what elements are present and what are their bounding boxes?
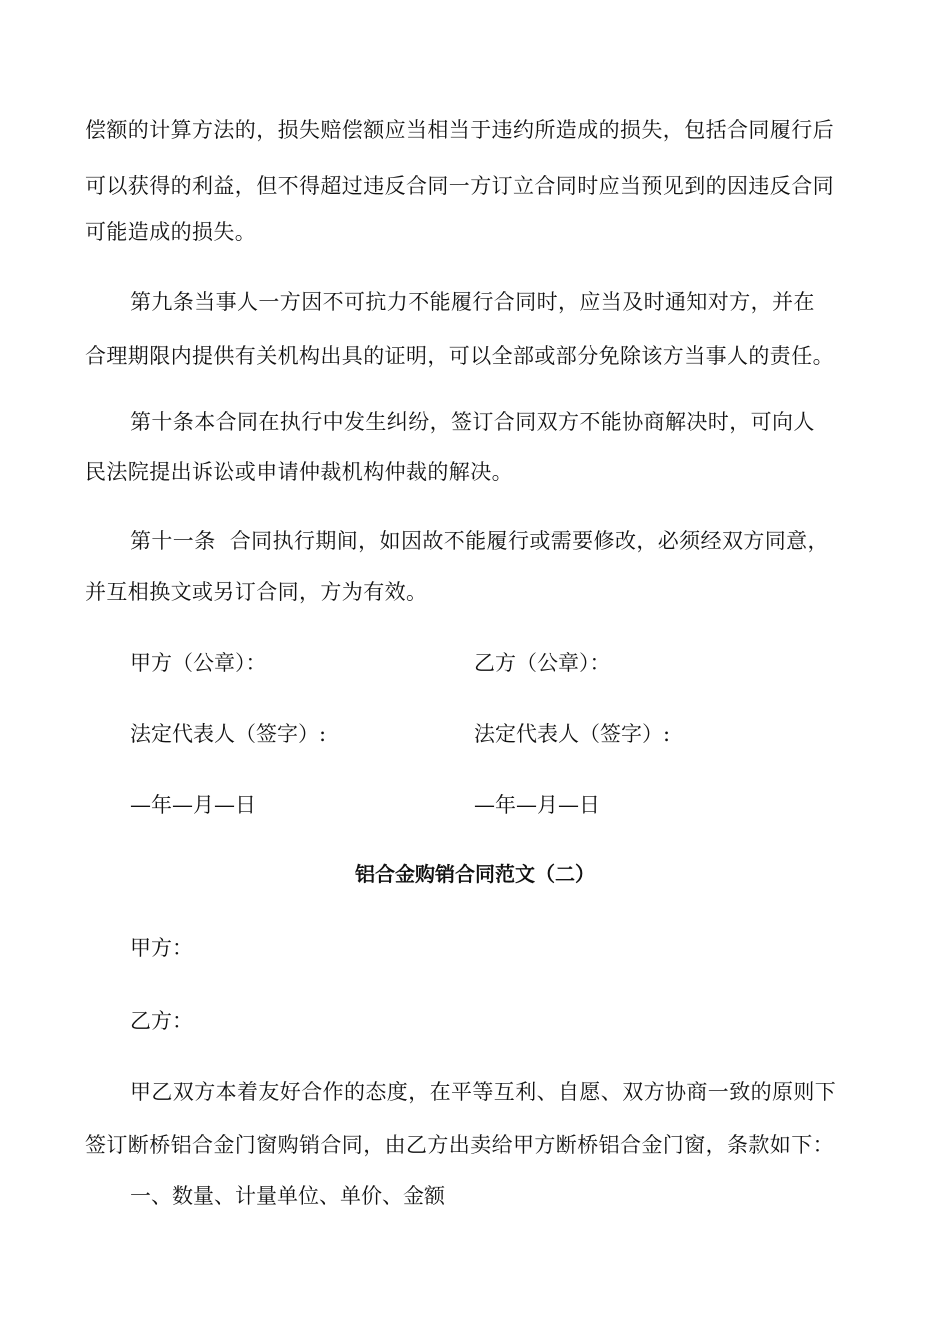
party-b-seal-label: 乙方（公章）：: [474, 651, 611, 675]
text-line: 签订断桥铝合金门窗购销合同，由乙方出卖给甲方断桥铝合金门窗，条款如下：: [85, 1133, 834, 1157]
text-line: 可以获得的利益，但不得超过违反合同一方订立合同时应当预见到的因违反合同: [85, 174, 834, 198]
section-title: 铝合金购销合同范文（二）: [355, 862, 595, 886]
party-a-seal-label: 甲方（公章）：: [130, 651, 267, 675]
text-line: 民法院提出诉讼或申请仲裁机构仲裁的解决。: [85, 460, 513, 484]
party-a-date-label: —年—月—日: [130, 793, 256, 817]
party-b-label: 乙方：: [130, 1009, 193, 1033]
text-line: 可能造成的损失。: [85, 220, 257, 244]
party-a-label: 甲方：: [130, 936, 193, 960]
party-a-rep-label: 法定代表人（签字）:: [130, 722, 327, 746]
text-line: 合理期限内提供有关机构出具的证明，可以全部或部分免除该方当事人的责任。: [85, 344, 834, 368]
text-line: 第十条本合同在执行中发生纠纷，签订合同双方不能协商解决时，可向人: [130, 410, 815, 434]
text-line: 甲乙双方本着友好合作的态度，在平等互利、自愿、双方协商一致的原则下: [130, 1080, 837, 1104]
text-line: 第十一条 合同执行期间，如因故不能履行或需要修改，必须经双方同意，: [130, 529, 829, 553]
party-b-date-label: —年—月—日: [474, 793, 600, 817]
party-b-rep-label: 法定代表人（签字）:: [474, 722, 671, 746]
clause-heading: 一、数量、计量单位、单价、金额: [130, 1184, 445, 1208]
text-line: 并互相换文或另订合同，方为有效。: [85, 580, 428, 604]
text-line: 第九条当事人一方因不可抗力不能履行合同时，应当及时通知对方，并在: [130, 290, 815, 314]
text-line: 偿额的计算方法的，损失赔偿额应当相当于违约所造成的损失，包括合同履行后: [85, 118, 834, 142]
